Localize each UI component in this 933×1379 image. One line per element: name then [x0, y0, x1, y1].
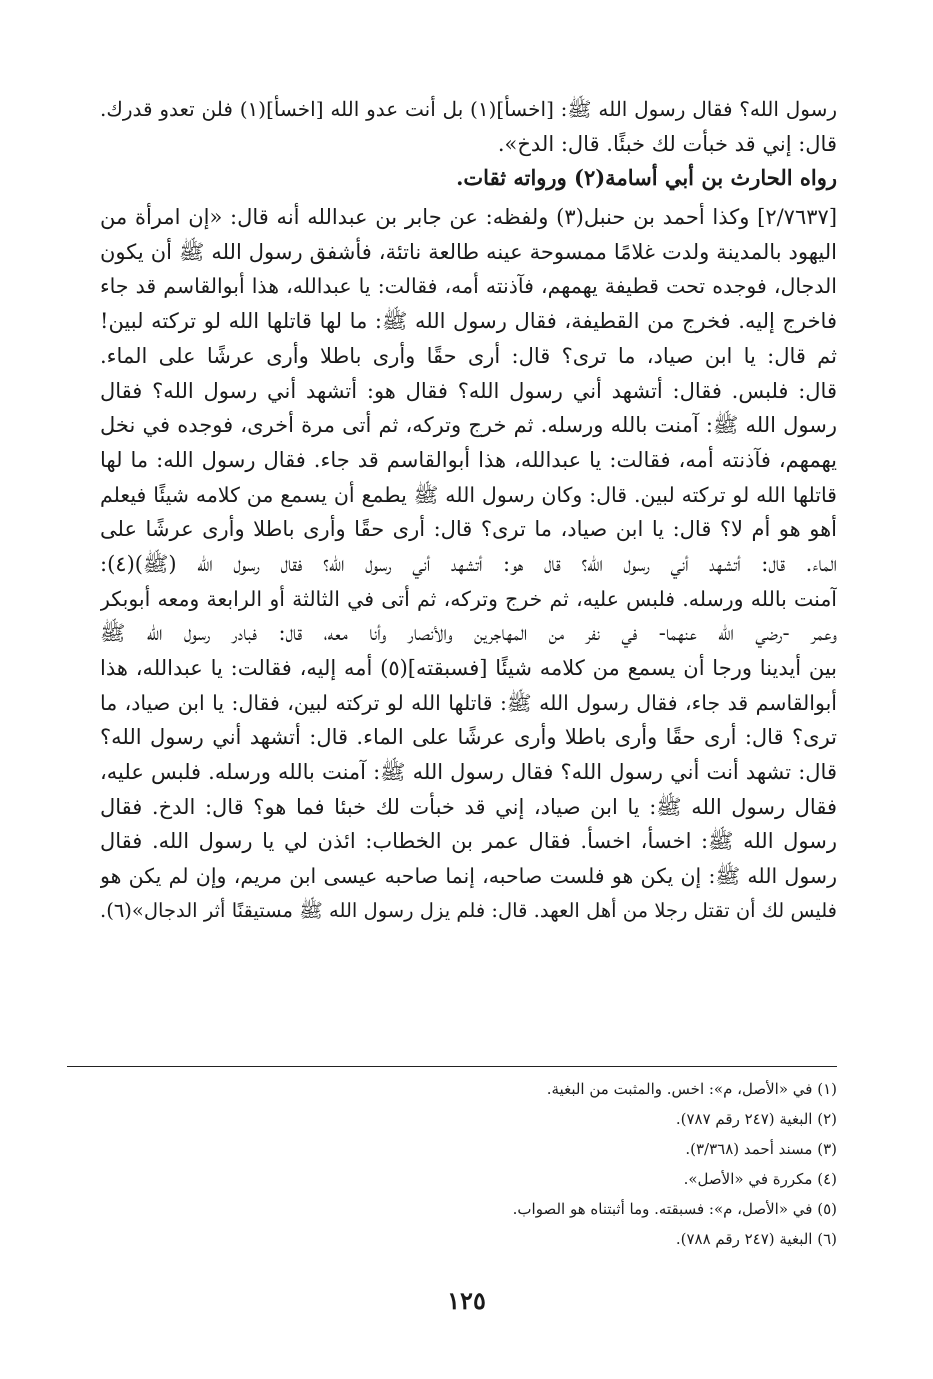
main-text	[100, 92, 837, 929]
footnote-divider	[67, 1066, 837, 1067]
text-line: بين أيدينا ورجا أن يسمع من كلامه شيئًا [فسبقته](٥) أمه إليه، فقالت: يا عبدالله، هذا	[100, 656, 837, 680]
text-line: وعمر -رضي الله عنهما- في نفر من المهاجرين والأنصار وأنا معه، قال: فبادر رسول الله ﷺ	[100, 621, 837, 646]
text-line: اليهود بالمدينة ولدت غلامًا ممسوحة عينه طالعة ناتئة، فأشفق رسول الله ﷺ أن يكون	[100, 239, 837, 264]
text-line: آمنت بالله ورسله. فلبس عليه، ثم خرج وتركه، ثم أتى في الثالثة أو الرابعة ومعه أبوبكر	[100, 586, 837, 611]
text-line: أبوالقاسم قد جاء، فقال رسول الله ﷺ: قاتلها الله لو تركته لبين، فقال: يا ابن صياد، ما	[100, 690, 837, 715]
text-line: فليس لك أن تقتل رجلا من أهل العهد. قال: فلم يزل رسول الله ﷺ مستيقنًا أثر الدجال»(٦).	[100, 898, 837, 922]
page-number: ١٢٥	[447, 1286, 486, 1315]
text-line: قال: إني قد خبأت لك خبئًا. قال: الدخ».	[497, 131, 837, 156]
text-line: رسول الله ﷺ: آمنت بالله ورسله. ثم خرج وتركه، ثم أتى مرة أخرى، فوجده في نخل	[100, 413, 837, 438]
text-line: رسول الله ﷺ: إن يكن هو فلست صاحبه، إنما صاحبه عيسى ابن مريم، وإن لم يكن هو	[100, 864, 837, 889]
footnote: (٥) في «الأصل، م»: فسبقته. وما أثبتناه هو الصواب.	[512, 1200, 837, 1218]
text-line: قاتلها الله لو تركته لبين. قال: وكان رسول الله ﷺ يطمع أن يسمع من كلامه شيئًا فيعلم	[100, 482, 837, 507]
footnote: (٢) البغية (٢٤٧ رقم ٧٨٧).	[675, 1110, 837, 1128]
text-line: رسول الله ﷺ: اخسأ، اخسأ. فقال عمر بن الخطاب: ائذن لي يا رسول الله. فقال	[100, 829, 837, 854]
text-line: ثم قال: يا ابن صياد، ما ترى؟ قال: أرى حقًا وأرى باطلا وأرى عرشًا على الماء.	[100, 343, 837, 368]
text-line: قال: تشهد أنت أني رسول الله؟ فقال رسول الله ﷺ: آمنت بالله ورسله. فلبس عليه،	[100, 760, 837, 785]
text-line: فاخرج إليه. فخرج من القطيفة، فقال رسول الله ﷺ: ما لها قاتلها الله لو تركته لبين!	[100, 309, 837, 334]
text-line: ترى؟ قال: أرى حقًا وأرى باطلا وأرى عرشًا على الماء. قال: أتشهد أني رسول الله؟	[100, 725, 837, 750]
footnote: (٦) البغية (٢٤٧ رقم ٧٨٨).	[675, 1230, 837, 1248]
text-line: الدجال، فوجده تحت قطيفة يهمهم، فآذنته أمه، فقالت: يا عبدالله، هذا أبوالقاسم قد جاء	[100, 274, 837, 299]
narration-source-line: رواه الحارث بن أبي أسامة(٢) ورواته ثقات.	[456, 165, 837, 191]
hadith-heading-line: [٢/٧٦٣٧] وكذا أحمد بن حنبل(٣) ولفظه: عن جابر بن عبدالله أنه قال: «إن امرأة من	[100, 205, 837, 230]
text-line: أهو هو أم لا؟ قال: يا ابن صياد، ما ترى؟ قال: أرى حقًا وأرى باطلا وأرى عرشًا على	[100, 517, 837, 542]
text-line: قال: فلبس. فقال: أتشهد أني رسول الله؟ فقال هو: أتشهد أني رسول الله؟ فقال	[100, 378, 837, 403]
footnote: (١) في «الأصل، م»: اخس. والمثبت من البغية.	[546, 1080, 837, 1098]
text-line: رسول الله؟ فقال رسول الله ﷺ: [اخسأ](١) بل أنت عدو الله [اخسأ](١) فلن تعدو قدرك.	[100, 97, 837, 121]
footnotes	[100, 1074, 837, 1254]
text-line: الماء. قال: أتشهد أني رسول الله؟ قال هو: أتشهد أني رسول الله؟ فقال رسول الله (ﷺ)(٤):	[100, 551, 837, 576]
text-line: فقال رسول الله ﷺ: يا ابن صياد، إني قد خبأت لك خبئا فما هو؟ قال: الدخ. فقال	[100, 794, 837, 819]
footnote: (٣) مسند أحمد (٣/٣٦٨).	[685, 1140, 837, 1158]
text-line: يهمهم، فآذنته أمه، فقالت: يا عبدالله، هذا أبوالقاسم قد جاء. فقال رسول الله: ما لها	[100, 447, 837, 472]
footnote: (٤) مكررة في «الأصل».	[683, 1170, 837, 1188]
